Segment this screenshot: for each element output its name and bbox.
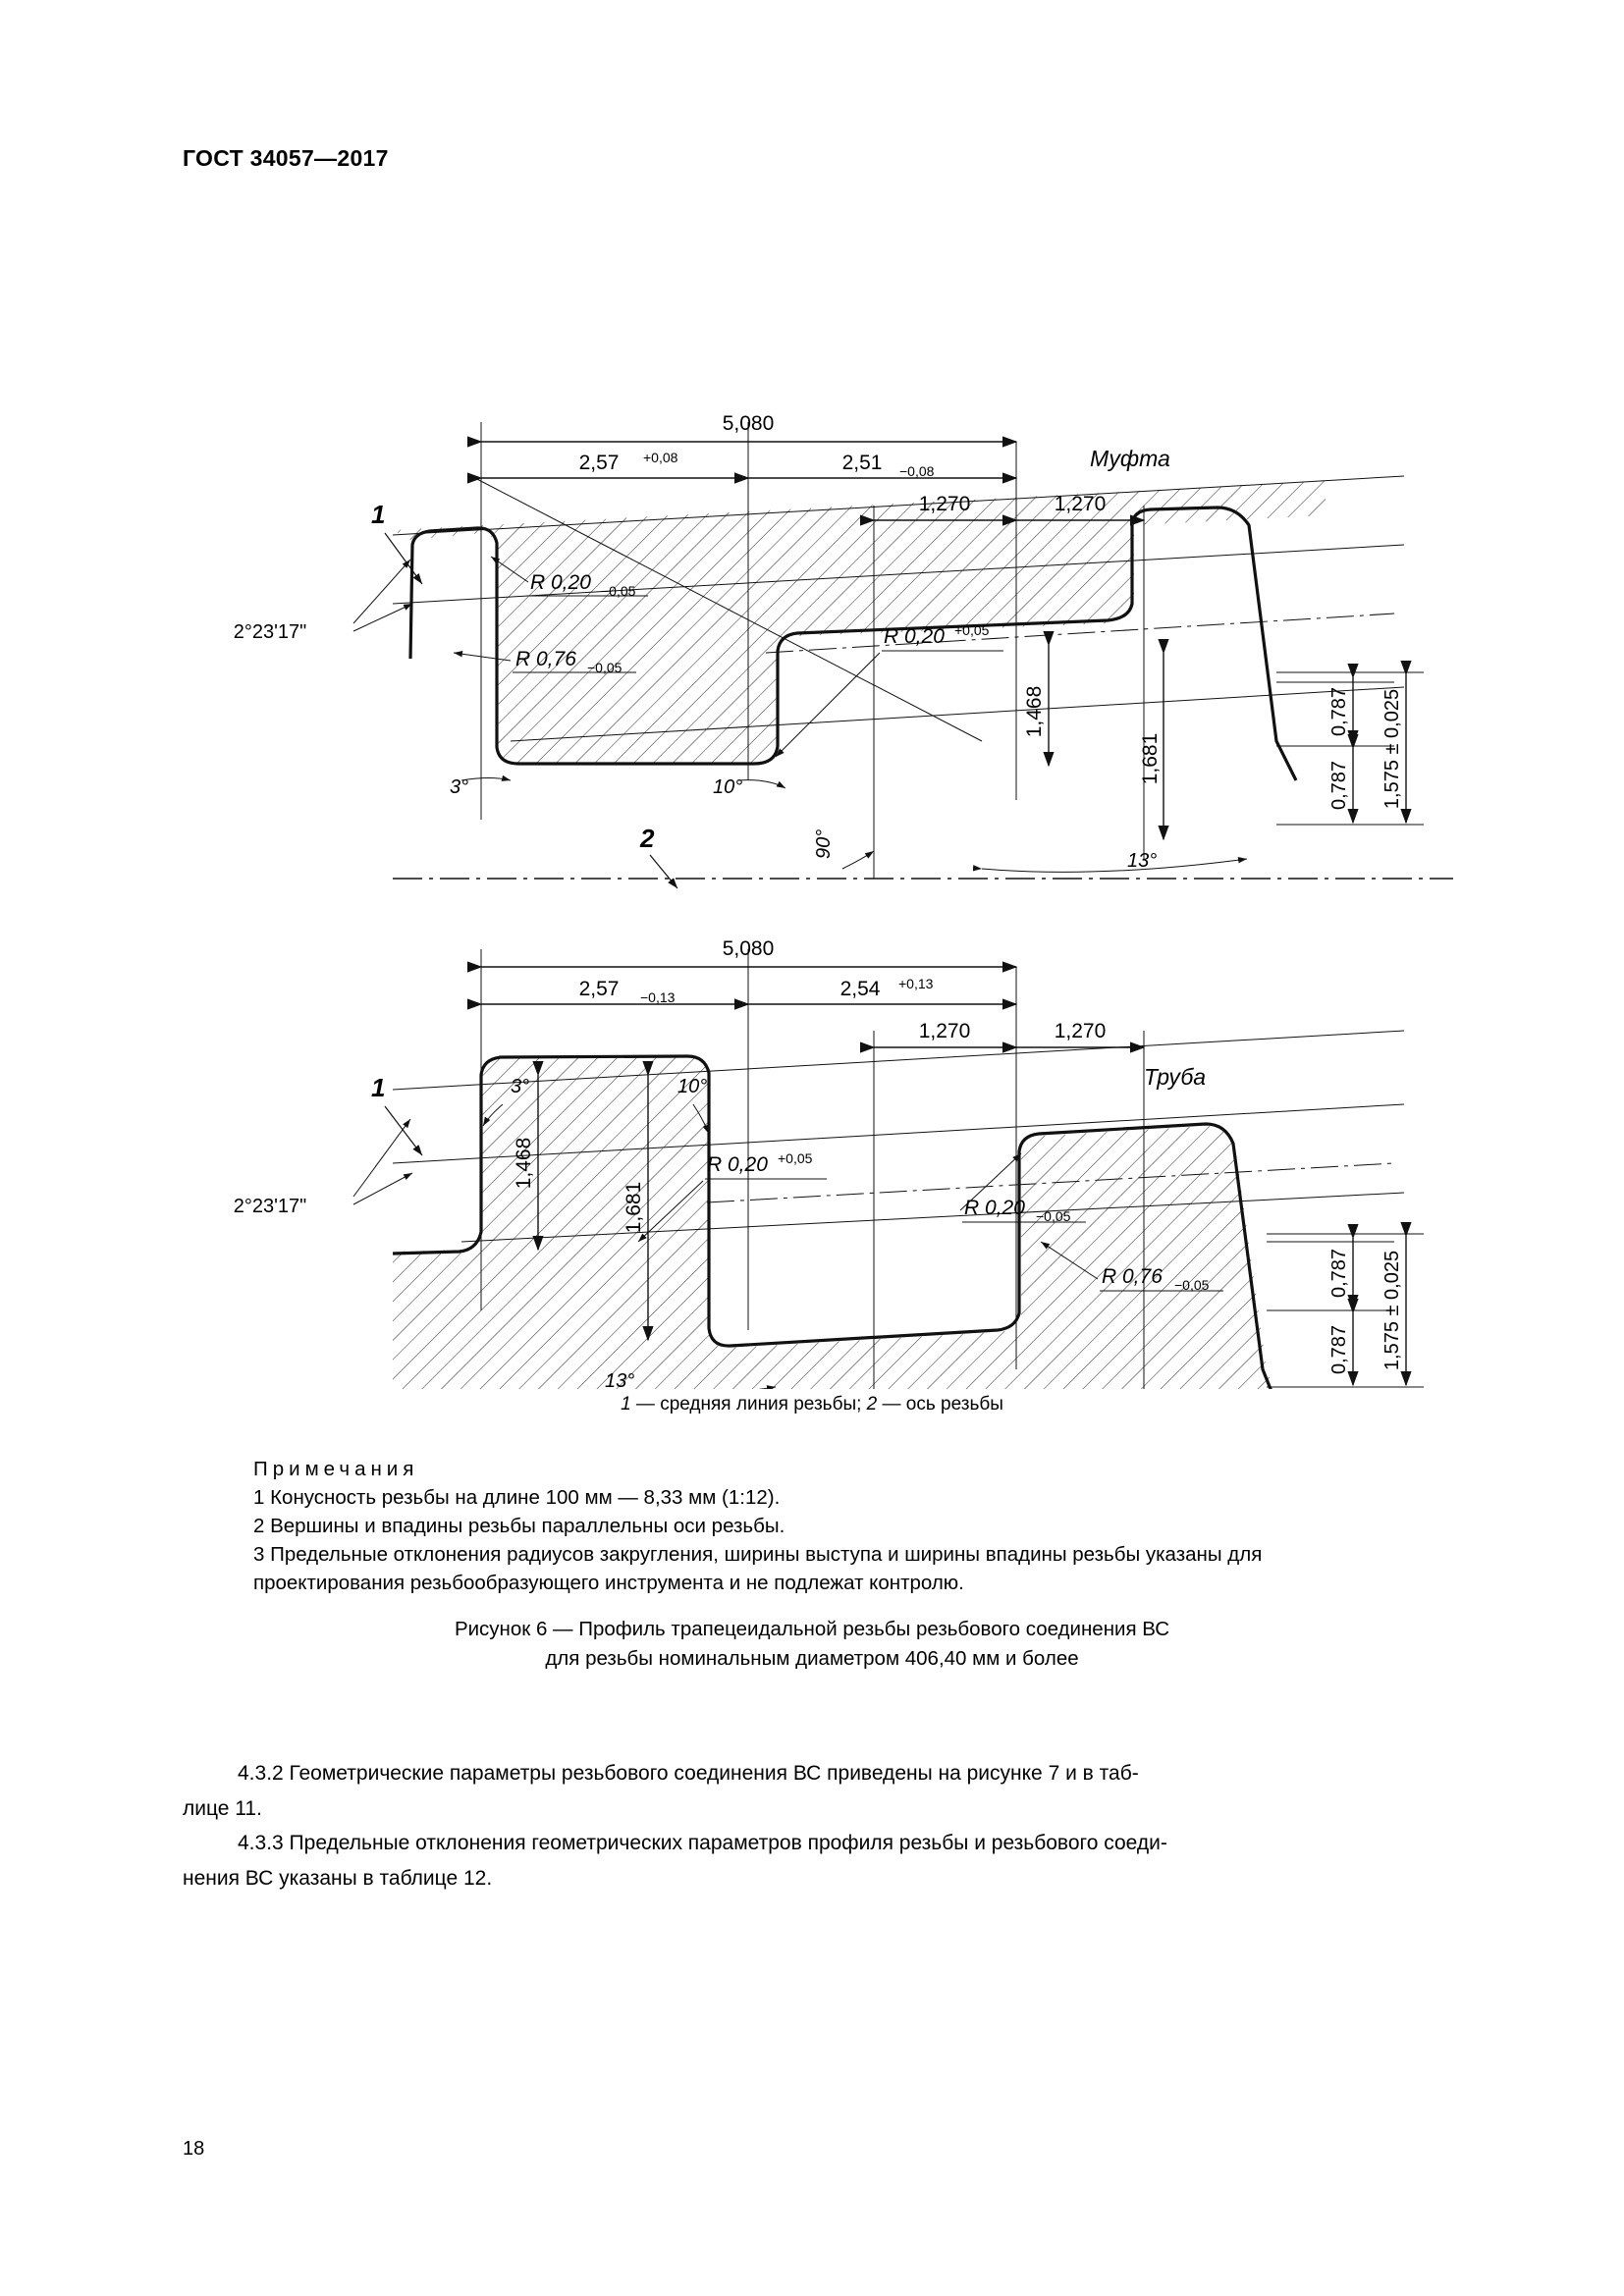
dim-left-tol-top: +0,08 — [643, 450, 678, 465]
radius-r1-top: R 0,20 — [530, 571, 591, 594]
body-text — [183, 1757, 1449, 1896]
label-pipe: Труба — [1144, 1064, 1207, 1090]
callout-1-bottom: 1 — [371, 1073, 386, 1102]
v2-bottom: 0,787 — [1328, 1324, 1350, 1375]
paragraph-4-3-2: 4.3.2 Геометрические параметры резьбового соединения ВС приведены на рисунке 7 и в таб- — [238, 1762, 1139, 1785]
radius-r2-bottom: R 0,20 — [964, 1197, 1025, 1219]
height-1468-bottom: 1,468 — [513, 1137, 535, 1190]
radius-r1-tol-top: −0,05 — [601, 583, 636, 599]
note-item: 2 Вершины и впадины резьбы параллельны оси резьбы. — [253, 1515, 785, 1538]
dim-step1-bottom: 1,270 — [918, 1020, 971, 1042]
height-1681-top: 1,681 — [1139, 732, 1162, 785]
vtotal-top: 1,575 ± 0,025 — [1381, 688, 1403, 810]
notes-block — [253, 1455, 1412, 1598]
figure-6-drawing — [0, 191, 1624, 1389]
v2-top: 0,787 — [1328, 760, 1350, 811]
dim-right-bottom: 2,54 — [839, 978, 881, 1000]
radius-r1-bottom: R 0,20 — [707, 1153, 768, 1176]
radius-r2-tol-top: −0,05 — [587, 660, 623, 675]
top-figure-coupling — [234, 412, 1453, 888]
page-number: 18 — [183, 2138, 205, 2160]
callout-1-top: 1 — [371, 500, 386, 529]
v1-bottom: 0,787 — [1328, 1248, 1350, 1299]
angle-3-bottom: 3° — [511, 1076, 530, 1097]
dim-total-bottom: 5,080 — [722, 937, 775, 960]
figure-legend — [0, 1394, 1624, 1415]
callout-2-top: 2 — [640, 824, 655, 853]
legend-num-2: 2 — [866, 1394, 878, 1415]
figure-caption-line-2: для резьбы номинальным диаметром 406,40 мм и более — [545, 1646, 1079, 1670]
angle-13-top: 13° — [1127, 850, 1158, 872]
notes-title: Примечания — [253, 1458, 419, 1480]
dim-step1-top: 1,270 — [918, 493, 971, 515]
dim-total-top: 5,080 — [722, 412, 775, 435]
paragraph-4-3-3: 4.3.3 Предельные отклонения геометрических параметров профиля резьбы и резьбового соеди- — [238, 1832, 1167, 1855]
dim-right-top: 2,51 — [841, 452, 883, 474]
legend-text-1: — средняя линия резьбы; — [630, 1394, 867, 1415]
note-item: 3 Предельные отклонения радиусов закругления, ширины выступа и ширины впадины резьбы указаны для проектирования резьбообразующего инструмента и не подлежат контролю. — [253, 1543, 1263, 1595]
dim-step2-bottom: 1,270 — [1054, 1020, 1107, 1042]
figure-caption — [0, 1615, 1624, 1673]
height-1681-bottom: 1,681 — [623, 1181, 645, 1234]
dim-left-tol-bottom: −0,13 — [640, 989, 676, 1005]
radius-r2-top: R 0,76 — [515, 648, 576, 670]
radius-r3-tol-bottom: −0,05 — [1174, 1277, 1210, 1293]
radius-r3-top: R 0,20 — [884, 625, 945, 648]
label-coupling: Муфта — [1090, 446, 1170, 471]
figure-caption-line-1: Рисунок 6 — Профиль трапецеидальной резьбы резьбового соединения ВС — [454, 1618, 1170, 1640]
note-item: 1 Конусность резьбы на длине 100 мм — 8,33 мм (1:12). — [253, 1486, 781, 1510]
angle-taper-bottom: 2°23'17" — [233, 1196, 307, 1217]
dim-right-tol-bottom: +0,13 — [898, 976, 934, 991]
angle-10-top: 10° — [713, 776, 743, 798]
thread-profile-svg — [0, 191, 1624, 1389]
dim-step2-top: 1,270 — [1054, 493, 1107, 515]
radius-r3-bottom: R 0,76 — [1102, 1265, 1163, 1288]
angle-3-top: 3° — [450, 776, 469, 798]
paragraph-4-3-3-cont: нения ВС указаны в таблице 12. — [183, 1866, 493, 1890]
height-1468-top: 1,468 — [1023, 685, 1046, 738]
radius-r2-tol-bottom: −0,05 — [1036, 1208, 1071, 1224]
radius-r3-tol-top: +0,05 — [954, 622, 990, 638]
v1-top: 0,787 — [1328, 686, 1350, 737]
angle-taper-top: 2°23'17" — [233, 621, 307, 643]
dim-left-top: 2,57 — [578, 452, 620, 474]
angle-90-top: 90° — [813, 828, 835, 859]
legend-num-1: 1 — [621, 1394, 631, 1415]
page-header-standard: ГОСТ 34057—2017 — [183, 145, 389, 171]
dim-left-bottom: 2,57 — [578, 978, 620, 1000]
bottom-figure-pipe — [234, 937, 1453, 1389]
vtotal-bottom: 1,575 ± 0,025 — [1381, 1250, 1403, 1371]
legend-text-2: — ось резьбы — [877, 1394, 1003, 1415]
dim-right-tol-top: −0,08 — [899, 463, 935, 479]
angle-13-bottom: 13° — [605, 1370, 635, 1389]
angle-10-bottom: 10° — [677, 1076, 708, 1097]
paragraph-4-3-2-cont: лице 11. — [183, 1796, 262, 1820]
radius-r1-tol-bottom: +0,05 — [778, 1150, 813, 1166]
